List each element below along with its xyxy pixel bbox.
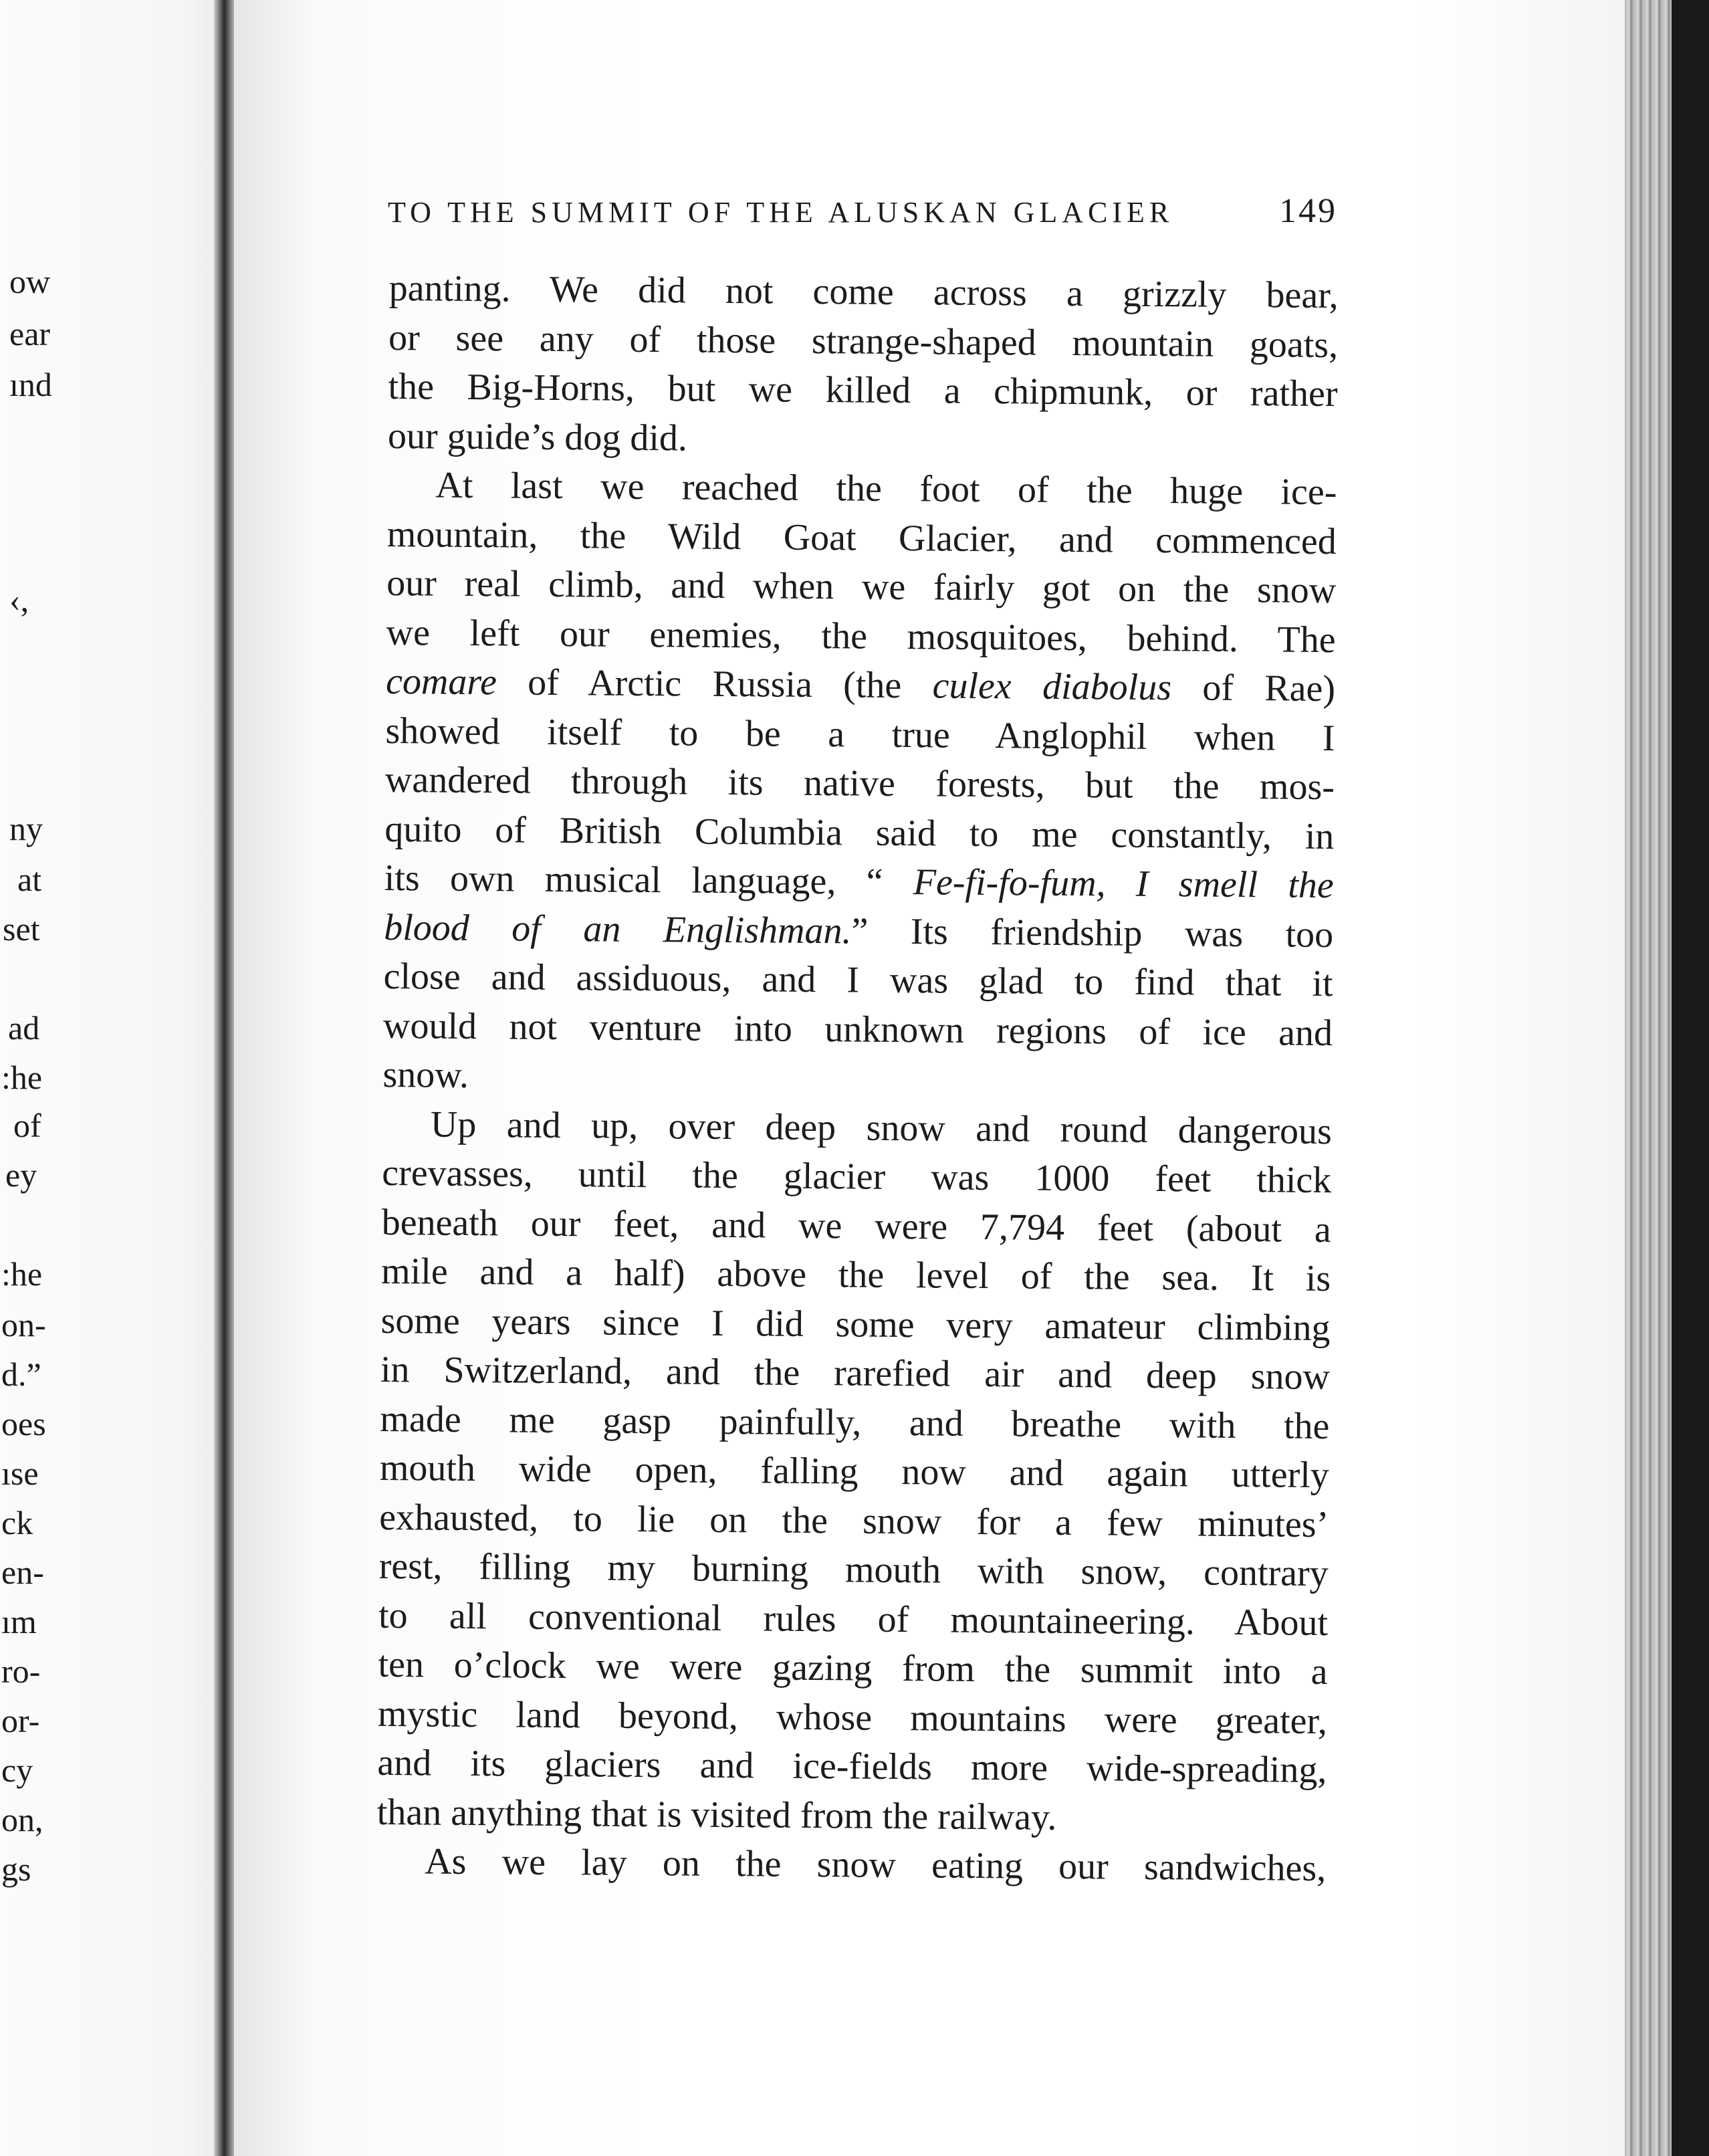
text-line [383,1001,1333,1058]
text-line [381,1247,1331,1304]
text-line [380,1345,1331,1402]
text-segment: snow. [382,1053,469,1096]
running-head [388,191,1337,231]
left-page-fragment: ck [1,1504,33,1541]
text-line [378,1591,1329,1648]
left-page-fragment: on- [1,1306,46,1343]
previous-page-strip [0,0,226,2156]
left-page-fragment: on, [1,1801,43,1838]
left-page-fragment: ad [8,1009,40,1047]
text-line [382,1099,1333,1156]
text-segment: its own musical language, “ [384,857,914,903]
text-segment: than anything that is visited from the railway. [376,1791,1057,1838]
text-line [378,1689,1328,1746]
text-segment: the Big-Horns, but we killed a chipmunk, or rather [388,365,1338,415]
text-segment: in Switzerland, and the rarefied air and deep snow [380,1348,1331,1398]
text-line [387,510,1337,566]
text-line [378,1542,1329,1599]
left-page-fragment: gs [1,1850,31,1888]
page-edges [1625,0,1709,2156]
italic-text: Fe-fi-fo-fum, I smell the [913,861,1334,907]
text-segment: As we lay on the snow eating our sandwiches, [424,1840,1327,1890]
left-page-fragment: set [3,910,40,948]
text-segment: made me gasp painfully, and breathe with the [380,1398,1330,1447]
text-line [380,1394,1330,1451]
text-line [385,706,1335,763]
text-segment: ten o’clock we were gazing from the summit into a [378,1643,1328,1693]
text-line [386,559,1337,616]
left-page-fragment: ım [1,1603,37,1640]
text-line [384,854,1334,911]
text-line [378,1640,1328,1697]
book-gutter [214,0,237,2156]
running-head-title: TO THE SUMMIT OF THE ALUSKAN GLACIER [388,196,1174,229]
text-line [381,1198,1331,1255]
text-line [377,1739,1327,1796]
page-number: 149 [1279,192,1337,230]
text-segment: ” Its friendship was too [851,909,1334,956]
text-segment: panting. We did not come across a grizzly bear, [388,267,1339,317]
text-segment: of Rae) [1171,667,1336,710]
left-page-fragment: ro- [1,1652,41,1690]
left-page-fragment: ıse [1,1454,39,1492]
text-segment: exhausted, to lie on the snow for a few minutes’ [379,1496,1329,1545]
text-line [388,313,1339,370]
left-page-fragment: ear [9,315,51,352]
text-segment: Up and up, over deep snow and round dangerous [430,1103,1333,1152]
text-line [388,264,1339,321]
left-page-fragment: of [13,1107,41,1144]
text-segment: beneath our feet, and we were 7,794 feet (about a [381,1201,1331,1251]
text-line [388,362,1338,419]
left-page-fragment: ınd [9,366,52,403]
left-page-fragment: :he [1,1255,43,1293]
text-line [384,903,1334,960]
text-segment: showed itself to be a true Anglophil when I [385,710,1335,759]
text-segment: quito of British Columbia said to me constantly, in [384,808,1335,857]
text-segment: and its glaciers and ice-fields more wide-spreading, [377,1741,1327,1792]
text-segment: rest, filling my burning mouth with snow, contrary [378,1545,1329,1595]
text-line [377,1788,1327,1844]
text-segment: would not venture into unknown regions of ice and [382,1004,1333,1054]
left-page-fragment: ow [9,263,51,300]
text-segment: or see any of those strange-shaped mountain goats, [388,316,1339,366]
text-line [382,1051,1333,1107]
left-page-fragment: oes [1,1405,46,1442]
left-page-fragment: ‹, [9,581,29,619]
text-segment: At last we reached the foot of the huge ice- [435,464,1337,514]
left-page-fragment: at [17,861,42,898]
text-segment: crevasses, until the glacier was 1000 feet thick [382,1152,1332,1202]
text-segment: close and assiduous, and I was glad to find that it [383,955,1333,1005]
left-page-fragment: :he [1,1059,43,1096]
italic-text: comare [385,660,497,704]
text-segment: mountain, the Wild Goat Glacier, and commenced [386,513,1337,562]
text-segment: mile and a half) above the level of the sea. It is [380,1250,1331,1300]
body-text [376,264,1339,1894]
left-page-fragment: cy [1,1751,33,1789]
left-page-fragment: d.” [1,1356,41,1393]
left-page-fragment: ny [9,810,43,847]
text-line [386,657,1336,714]
text-line [388,411,1338,468]
text-line [376,1837,1327,1894]
text-segment: to all conventional rules of mountaineering. About [378,1594,1329,1644]
text-segment: our guide’s dog did. [387,415,688,459]
text-line [382,1149,1332,1206]
left-page-fragment: or- [1,1702,40,1739]
text-line [379,1493,1329,1549]
text-segment: wandered through its native forests, but the mos- [384,758,1335,808]
text-segment: mouth wide open, falling now and again utterly [379,1446,1330,1497]
text-line [384,804,1335,861]
binding-shadow [1672,0,1709,2156]
text-segment: our real climb, and when we fairly got on the snow [386,562,1337,612]
text-segment: we left our enemies, the mosquitoes, behind. The [386,611,1336,661]
italic-text: culex diabolus [932,665,1172,709]
text-line [386,608,1336,665]
text-segment: some years since I did some very amateur climbing [380,1299,1331,1349]
text-segment: mystic land beyond, whose mountains were greater, [377,1693,1328,1742]
text-segment: of Arctic Russia (the [496,661,933,707]
italic-text: blood of an Englishman. [383,906,852,952]
text-line [385,756,1335,813]
left-page-fragment: en- [1,1553,44,1591]
text-line [380,1296,1331,1353]
text-line [380,1444,1330,1501]
left-page-fragment: ey [5,1156,37,1194]
text-line [383,952,1333,1009]
text-line [387,461,1337,518]
